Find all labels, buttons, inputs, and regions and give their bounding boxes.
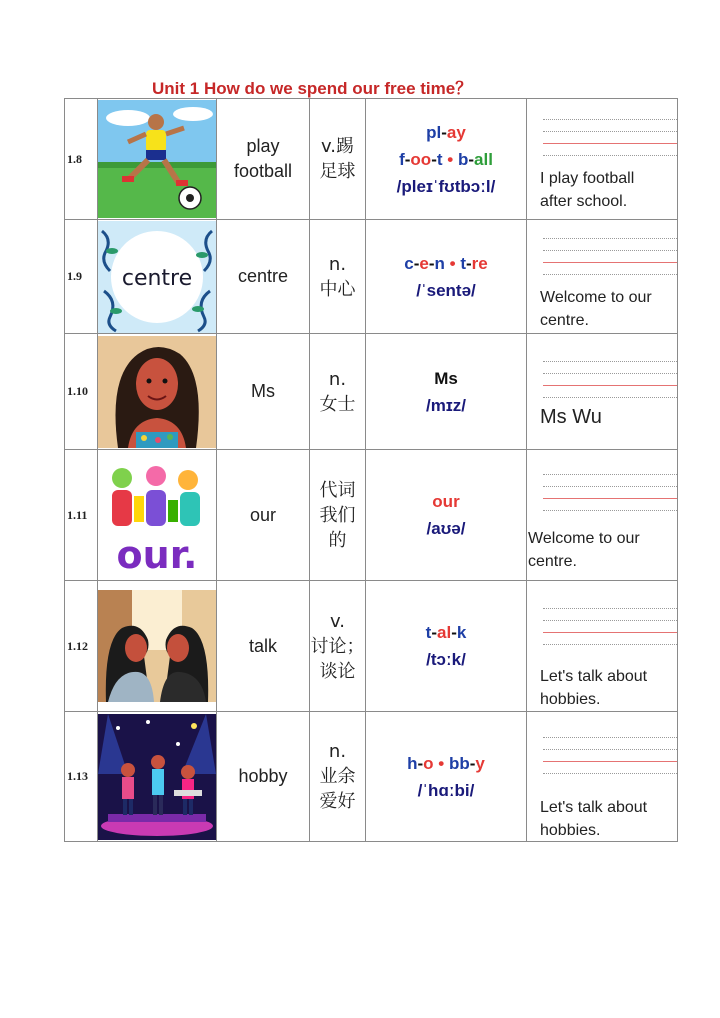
word-cell [217, 99, 310, 220]
phonics-segment: b [457, 149, 469, 169]
example-sentence: I play football after school. [540, 170, 635, 210]
ipa-transcription: /ˈhɑːbi/ [417, 780, 475, 800]
word: play football [233, 136, 293, 181]
phonics-segment: k [456, 623, 467, 642]
music-band-image [98, 714, 216, 840]
phonics-cell [366, 712, 527, 842]
phonics-segment: ay [446, 122, 466, 142]
football-player-image [98, 100, 216, 218]
example-sentence: Welcome to our centre. [540, 289, 652, 329]
vocab-row [65, 712, 678, 842]
phonics-segment: - [404, 149, 411, 169]
row-number: 1.13 [65, 712, 98, 842]
meaning: v. 讨论； 谈论 [310, 610, 365, 682]
phonics-line [366, 488, 526, 515]
handwriting-lines [543, 238, 677, 286]
handwriting-lines [543, 361, 677, 409]
image-cell [98, 712, 217, 842]
row-number: 1.9 [65, 220, 98, 334]
phonics-segment: t [436, 149, 443, 169]
word-cell [217, 712, 310, 842]
phonics-cell [366, 581, 527, 712]
ipa-transcription: /mɪz/ [426, 395, 466, 415]
phonics-segment: - [469, 753, 476, 773]
meaning: n. 中心 [319, 253, 356, 300]
ipa-transcription: /pleɪˈfʊtbɔːl/ [396, 176, 496, 196]
handwriting-lines [543, 608, 677, 656]
sentence-cell [527, 450, 678, 581]
handwriting-lines [543, 474, 677, 522]
ipa-transcription: /aʊə/ [426, 519, 466, 538]
phonics-segment: h [407, 753, 418, 773]
ipa-transcription: /ˈsentə/ [416, 280, 476, 300]
phonics-segment: • [433, 753, 449, 773]
phonics-segment: oo [410, 149, 432, 169]
meaning: n. 业余 爱好 [319, 741, 356, 812]
vocab-row [65, 99, 678, 220]
image-cell [98, 581, 217, 712]
word: centre [237, 266, 289, 286]
phonics-segment: Ms [434, 368, 458, 388]
phonics-segment: • [444, 253, 461, 273]
example-sentence: Welcome to our centre. [528, 530, 640, 570]
vocabulary-table [64, 98, 678, 842]
word-cell [217, 581, 310, 712]
our-image [98, 456, 216, 574]
row-number: 1.10 [65, 334, 98, 450]
phonics-line [366, 365, 526, 392]
phonics-segment: - [468, 149, 475, 169]
phonics-segment: y [475, 753, 485, 773]
word-cell [217, 450, 310, 581]
phonics-segment: e [419, 253, 429, 273]
phonics-cell [366, 220, 527, 334]
phonics-segment: re [471, 253, 488, 273]
phonics-segment: - [417, 753, 424, 773]
phonics-segment: - [466, 253, 472, 273]
phonics-segment: - [431, 149, 437, 169]
phonics-line [366, 750, 526, 777]
phonics-segment: c [404, 253, 414, 273]
phonics-segment: bb [448, 753, 470, 773]
phonics-segment: t [425, 623, 432, 642]
phonics-line [366, 119, 526, 146]
sentence-cell [527, 712, 678, 842]
phonics-cell [366, 334, 527, 450]
meaning: v.踢 足球 [319, 136, 356, 182]
phonics-segment: - [428, 253, 435, 273]
meaning-cell [310, 334, 366, 450]
phonics-cell [366, 450, 527, 581]
phonics-segment: - [451, 623, 457, 642]
meaning: n. 女士 [319, 368, 356, 415]
sentence-cell [527, 220, 678, 334]
word: talk [248, 635, 277, 656]
example-sentence: Let's talk about hobbies. [540, 799, 648, 839]
handwriting-lines [543, 119, 677, 167]
word-cell [217, 334, 310, 450]
meaning-cell [310, 99, 366, 220]
phonics-segment: f [399, 149, 405, 169]
meaning-cell [310, 712, 366, 842]
word: our [249, 504, 276, 525]
row-number: 1.8 [65, 99, 98, 220]
example-sentence: Ms Wu [540, 406, 602, 428]
phonics-segment: - [413, 253, 420, 273]
meaning-cell [310, 450, 366, 581]
word: hobby [238, 766, 288, 786]
vocab-row [65, 581, 678, 712]
ipa-transcription: /tɔːk/ [426, 650, 466, 669]
vocab-row [65, 450, 678, 581]
sentence-cell [527, 581, 678, 712]
row-number: 1.12 [65, 581, 98, 712]
sentence-cell [527, 99, 678, 220]
phonics-segment: al [437, 623, 452, 642]
word: Ms [251, 381, 275, 401]
phonics-segment: n [434, 253, 445, 273]
meaning-cell [310, 220, 366, 334]
meaning-cell [310, 581, 366, 712]
woman-portrait-image [98, 336, 216, 448]
image-cell [98, 99, 217, 220]
phonics-line [366, 250, 526, 277]
vocab-row [65, 220, 678, 334]
phonics-segment: - [431, 623, 437, 642]
phonics-segment: t [460, 253, 466, 273]
sentence-cell [527, 334, 678, 450]
phonics-segment: • [442, 149, 458, 169]
two-women-talking-image [98, 590, 216, 702]
vocab-row [65, 334, 678, 450]
image-cell [98, 334, 217, 450]
image-centre-text: centre [121, 265, 193, 291]
example-sentence: Let's talk about hobbies. [540, 668, 648, 708]
phonics-segment: o [423, 753, 434, 773]
handwriting-lines [543, 737, 677, 785]
phonics-segment: all [474, 149, 493, 169]
phonics-line [366, 619, 526, 646]
phonics-segment: - [441, 122, 447, 142]
image-cell [98, 450, 217, 581]
phonics-segment: pl [426, 122, 442, 142]
word-cell [217, 220, 310, 334]
phonics-cell [366, 99, 527, 220]
row-number: 1.11 [65, 450, 98, 581]
image-cell [98, 220, 217, 334]
phonics-line [366, 146, 526, 173]
meaning: 代词 我们 的 [319, 479, 356, 551]
image-our-text: our. [116, 533, 198, 574]
phonics-segment: our [432, 492, 460, 511]
centre-image [98, 221, 216, 333]
page-title: Unit 1 How do we spend our free time？ [152, 79, 473, 98]
